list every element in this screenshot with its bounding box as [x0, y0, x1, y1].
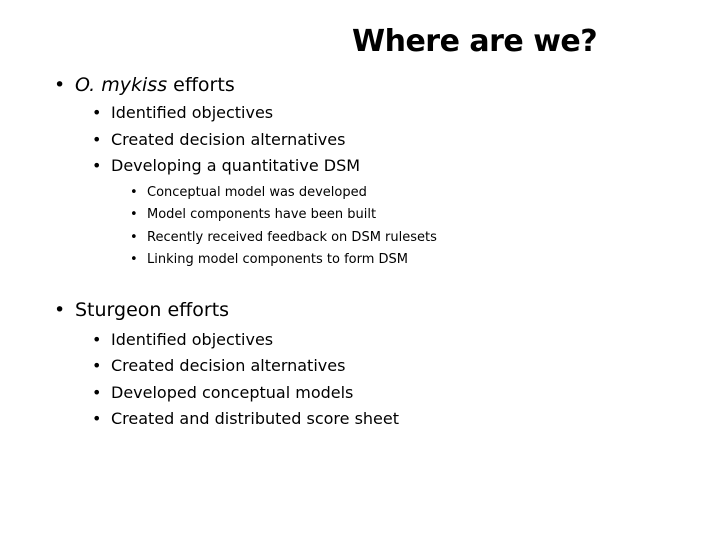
- list-item: [54, 204, 694, 227]
- bullet-icon: •: [54, 74, 66, 96]
- bullet-icon: •: [92, 329, 102, 349]
- list-item-text: Identified objectives: [111, 329, 274, 349]
- sturgeon-section: [54, 297, 694, 433]
- sturgeon-heading: [54, 297, 694, 323]
- bullet-icon: •: [130, 252, 138, 267]
- list-item-text: Created decision alternatives: [111, 129, 346, 149]
- list-item: [54, 100, 694, 127]
- bullet-icon: •: [92, 129, 102, 149]
- list-item-text: Identified objectives: [111, 103, 274, 122]
- list-item-text: Created decision alternatives: [111, 356, 346, 375]
- omykiss-section: [54, 72, 694, 272]
- list-item: [54, 406, 694, 433]
- list-item: [54, 249, 694, 272]
- bullet-icon: •: [130, 229, 138, 245]
- bullet-icon: •: [92, 103, 102, 122]
- list-item-text: Model components have been built: [147, 207, 377, 222]
- omykiss-items: [54, 100, 694, 180]
- sturgeon-items: [54, 327, 694, 433]
- list-item-text: Developed conceptual models: [111, 382, 354, 402]
- list-item: [54, 127, 694, 154]
- list-item: [54, 353, 694, 380]
- omykiss-heading: [54, 72, 694, 98]
- bullet-icon: •: [92, 156, 102, 175]
- list-item: [54, 182, 694, 205]
- bullet-icon: •: [92, 409, 102, 428]
- list-item-text: Developing a quantitative DSM: [111, 156, 361, 175]
- list-item-text: Created and distributed score sheet: [111, 409, 399, 428]
- list-item-text: Linking model components to form DSM: [147, 252, 409, 267]
- list-item-text: Conceptual model was developed: [147, 184, 367, 200]
- bullet-icon: •: [130, 207, 138, 222]
- bullet-icon: •: [54, 298, 66, 321]
- slide-title: Where are we?: [352, 24, 598, 59]
- bullet-icon: •: [130, 184, 138, 200]
- list-item: [54, 327, 694, 354]
- list-item: [54, 153, 694, 180]
- slide-content: [54, 72, 694, 433]
- list-item: [54, 227, 694, 250]
- dsm-sub-items: [54, 182, 694, 272]
- list-item-text: Recently received feedback on DSM rulesets: [147, 229, 437, 245]
- list-item: [54, 380, 694, 407]
- omykiss-species-name: O. mykiss: [75, 74, 168, 96]
- bullet-icon: •: [92, 356, 102, 375]
- bullet-icon: •: [92, 382, 102, 402]
- omykiss-heading-suffix: efforts: [167, 74, 235, 96]
- sturgeon-heading-text: Sturgeon efforts: [75, 298, 230, 321]
